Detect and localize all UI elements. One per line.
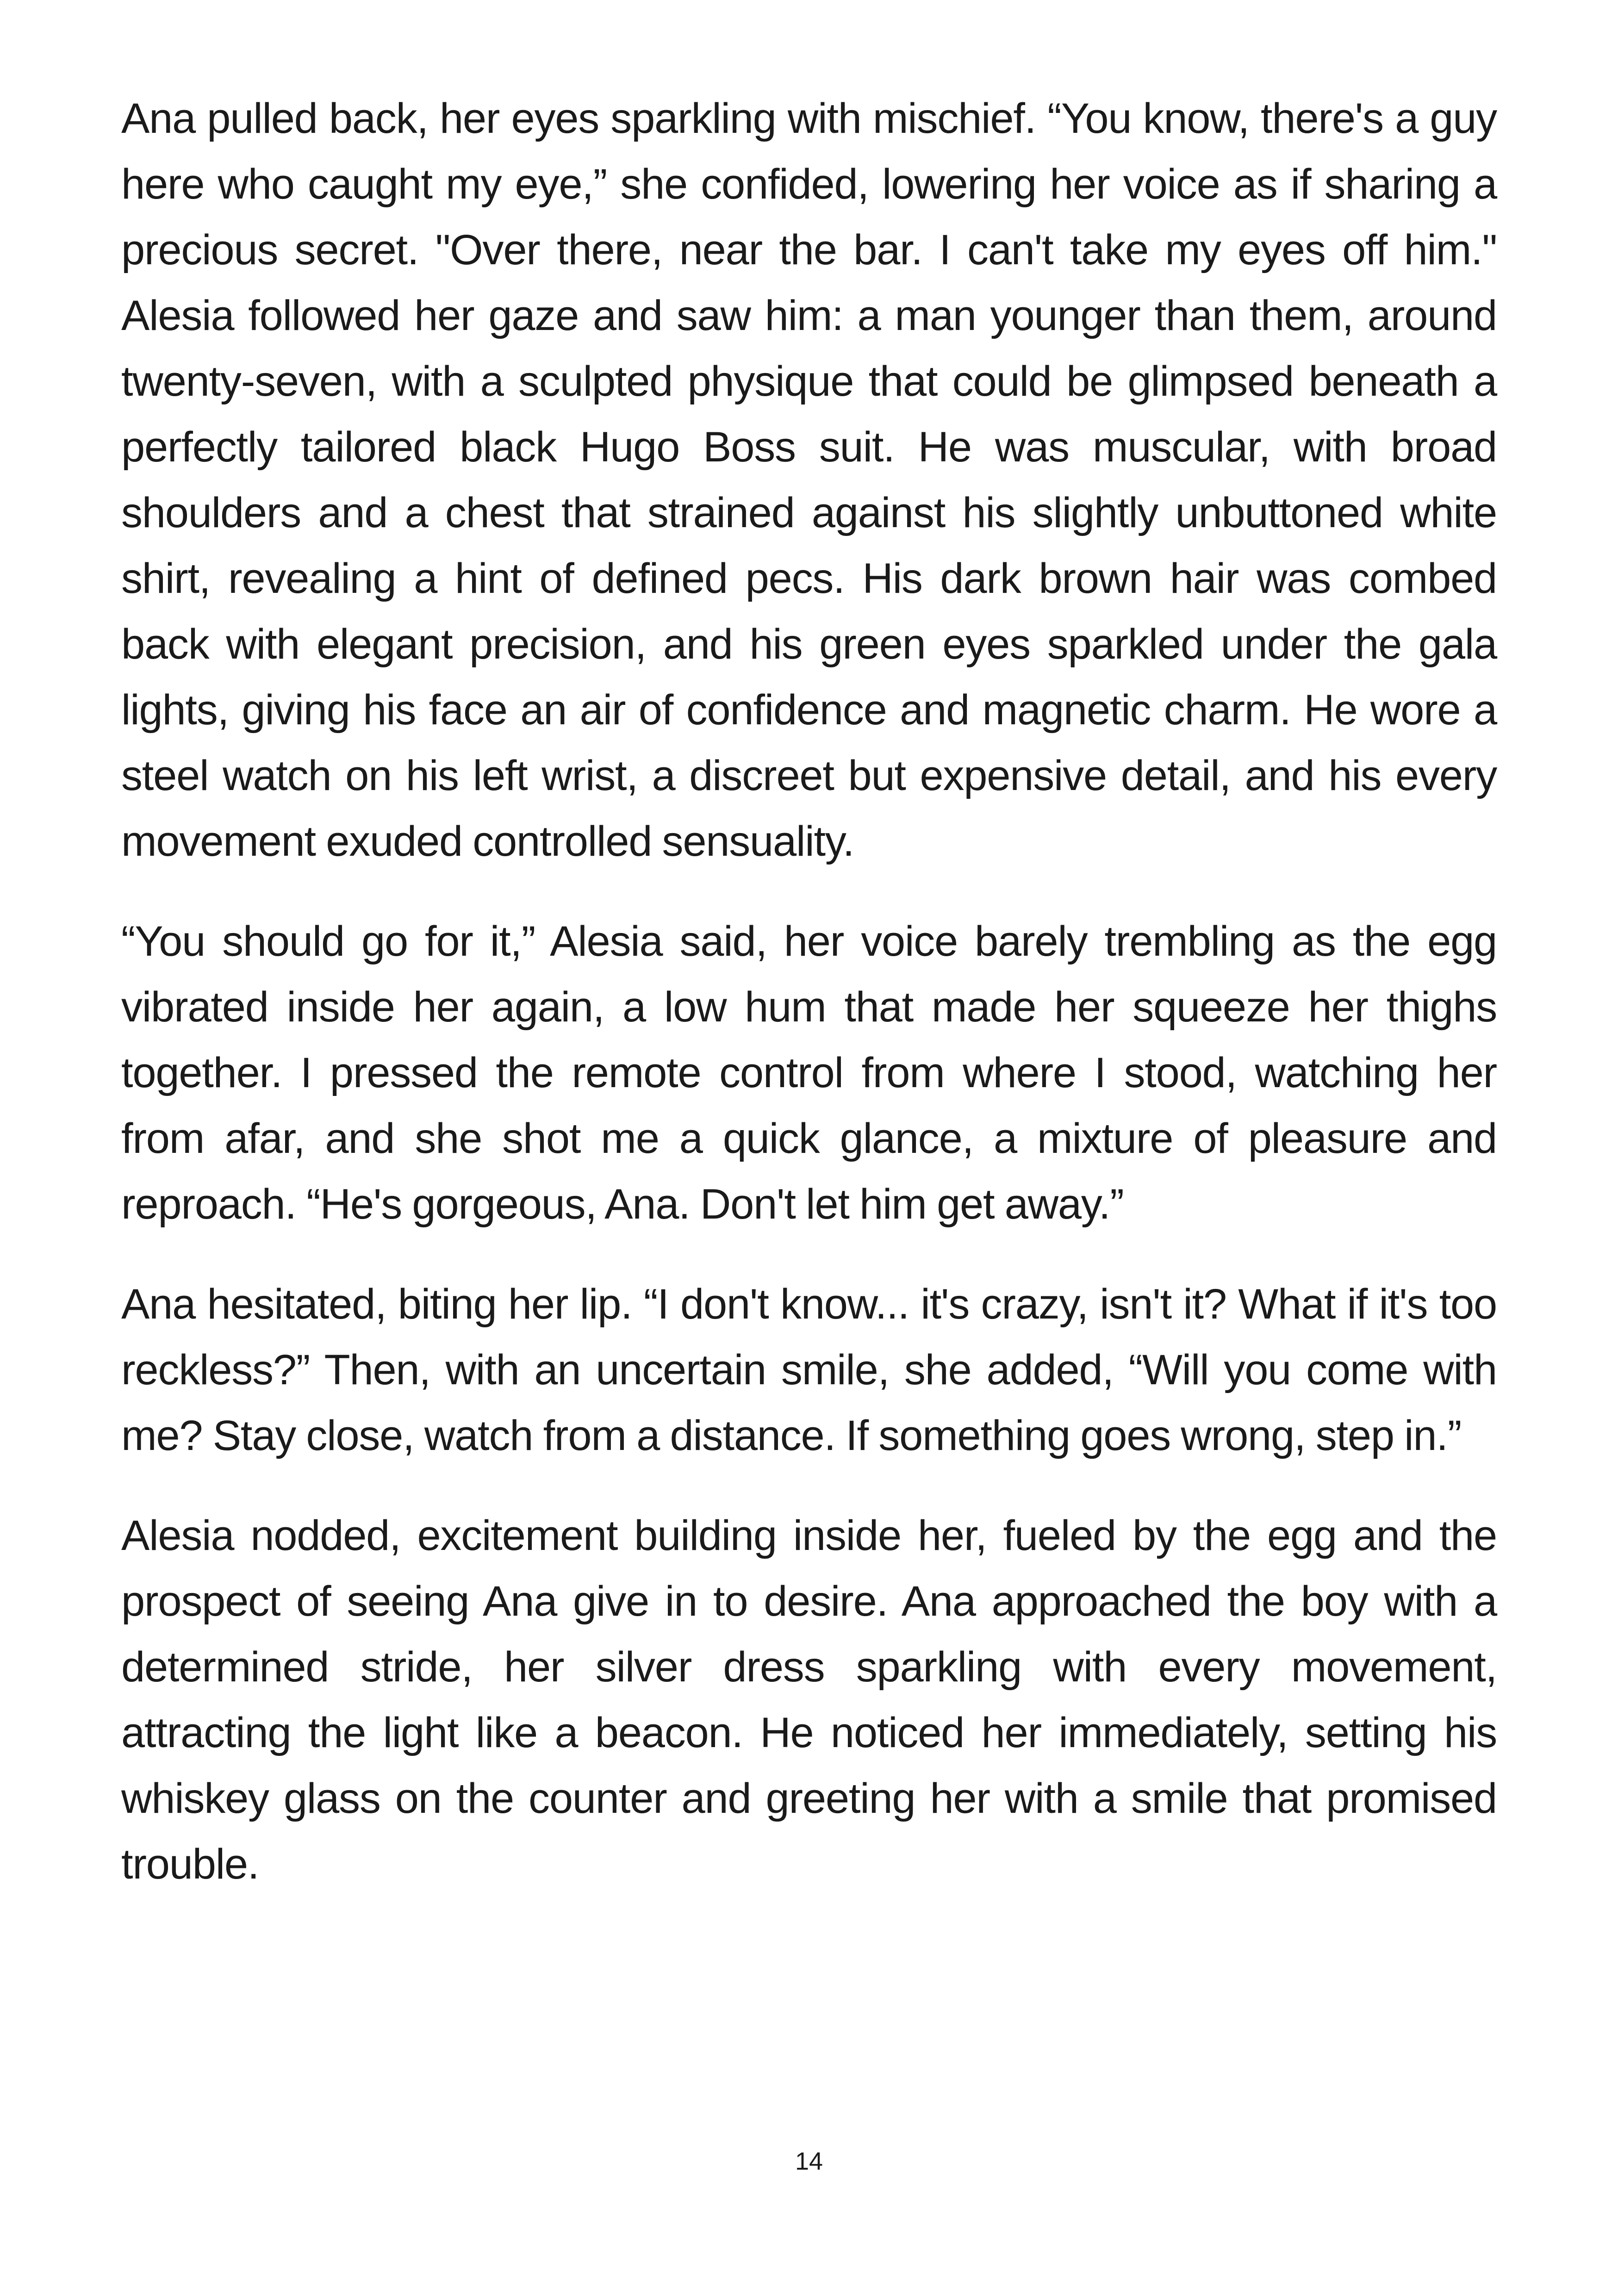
paragraph-3: Ana hesitated, biting her lip. “I don't know... it's crazy, isn't it? What if it's too reckless?” Then, with an uncertain smile, she added, “Will you come with me? Stay close, watch from a distance. If something goes wrong, step in.”: [121, 1281, 1497, 1459]
paragraph-2: “You should go for it,” Alesia said, her voice barely trembling as the egg vibrated inside her again, a low hum that made her squeeze her thighs together. I pressed the remote control from where I stood, watching her from afar, and she shot me a quick glance, a mixture of pleasure and reproach. “He's gorgeous, Ana. Don't let him get away.”: [121, 918, 1497, 1228]
paragraph-1: Ana pulled back, her eyes sparkling with mischief. “You know, there's a guy here who caught my eye,” she confided, lowering her voice as if sharing a precious secret. "Over there, near the bar. I can't take my eyes off him." Alesia followed her gaze and saw him: a man younger than them, around twenty-seven, with a sculpted physique that could be glimpsed beneath a perfectly tailored black Hugo Boss suit. He was muscular, with broad shoulders and a chest that strained against his slightly unbuttoned white shirt, revealing a hint of defined pecs. His dark brown hair was combed back with elegant precision, and his green eyes sparkled under the gala lights, giving his face an air of confidence and magnetic charm. He wore a steel watch on his left wrist, a discreet but expensive detail, and his every movement exuded controlled sensuality.: [121, 95, 1497, 865]
paragraph-4: Alesia nodded, excitement building inside her, fueled by the egg and the prospect of seeing Ana give in to desire. Ana approached the boy with a determined stride, her silver dress sparkling with every movement, attracting the light like a beacon. He noticed her immediately, setting his whiskey glass on the counter and greeting her with a smile that promised trouble.: [121, 1512, 1497, 1888]
page-number: 14: [795, 2147, 823, 2175]
page-body: [121, 86, 1497, 1931]
